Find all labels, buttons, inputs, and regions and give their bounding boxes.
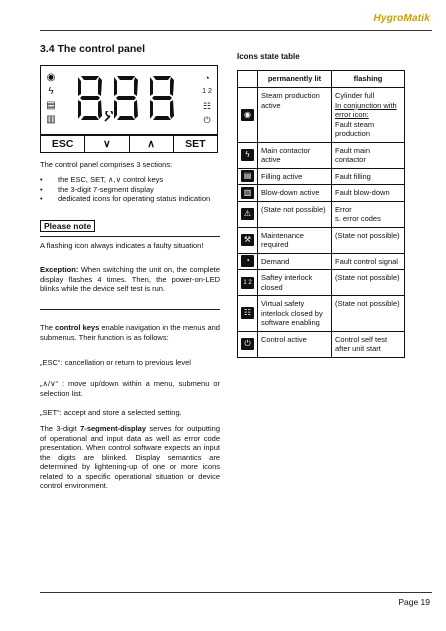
icon-cell [238, 88, 258, 143]
lightning-icon: ϟ [48, 86, 54, 97]
control-keys-term: control keys [55, 323, 100, 332]
icon-cell [238, 253, 258, 270]
list-item: • dedicated icons for operating status indication [40, 194, 220, 204]
updown-description: „∧/∨“ : move up/down within a menu, submenu or selection list. [40, 379, 220, 398]
power-icon: ⏻ [241, 338, 254, 350]
flash-cell [332, 88, 405, 143]
icon-cell [238, 331, 258, 357]
table-row [238, 253, 405, 270]
esc-key[interactable]: ESC [51, 138, 74, 150]
icon-cell [238, 185, 258, 202]
demand-gauge-icon: ◔ [241, 255, 254, 267]
icon-cell [238, 201, 258, 227]
flash-text: Cylinder full [335, 91, 375, 100]
exception-text: When switching the unit on, the complete display flashes 4 times. Then, the power-on-LED blinks while the device self test is run. [40, 265, 220, 293]
flash-cell: Fault blow-down [332, 185, 405, 202]
flashing-note-text: A flashing icon always indicates a faulty situation! [40, 241, 204, 250]
seven-segment-digit-1 [77, 75, 103, 121]
flash-cell: Fault main contactor [332, 142, 405, 168]
header-icon-cell [238, 71, 258, 88]
flash-underlined-text: In conjunction with error icon: [335, 100, 397, 119]
flash-text-2: s. error codes [335, 214, 381, 223]
table-title: Icons state table [237, 52, 300, 61]
control-panel-illustration [40, 65, 218, 153]
control-keys [41, 136, 217, 152]
exception-paragraph [40, 265, 220, 294]
table-row [238, 331, 405, 357]
lit-cell: Blow-down active [258, 185, 332, 202]
table-header-row [238, 71, 405, 88]
segment-display-paragraph [40, 424, 220, 491]
table-row [238, 185, 405, 202]
please-note-box: Please note [40, 220, 95, 232]
brand-logo: HygroMatik [373, 13, 430, 24]
lit-cell: Main contactor active [258, 142, 332, 168]
table-row [238, 227, 405, 253]
table-row [238, 142, 405, 168]
droplet-icon: ◉ [46, 72, 56, 83]
flash-cell [332, 201, 405, 227]
down-key[interactable]: ∨ [84, 136, 128, 152]
flash-cell: (State not possible) [332, 270, 405, 296]
header-flashing: flashing [332, 71, 405, 88]
table-row [238, 201, 405, 227]
header-permanently-lit: permanently lit [258, 71, 332, 88]
flash-cell: Control self test after unit start [332, 331, 405, 357]
text-span: serves for outputting of operational and input data as well as error code presentation. When control software expects an input the digits are blinked. Display semantics are determined by lightening-up of one or more icons related to a specific operational situation or device control environment. [40, 424, 220, 490]
note-rule [40, 236, 220, 237]
wrench-icon: ⚒ [241, 234, 254, 246]
flash-text: Error [335, 204, 352, 214]
table-row [238, 168, 405, 185]
icon-cell [238, 168, 258, 185]
icon-cell [238, 296, 258, 332]
network-icon: ☷ [202, 101, 212, 111]
flash-cell: (State not possible) [332, 296, 405, 332]
lit-cell: Virtual safety interlock closed by software enabling [258, 296, 332, 332]
page-header [0, 10, 446, 30]
set-description: „SET“: accept and store a selected setting. [40, 408, 182, 417]
safety-interlock-icon: 1 2 [202, 88, 212, 95]
flash-cell: Fault filling [332, 168, 405, 185]
lit-cell: Demand [258, 253, 332, 270]
list-item: • the 3-digit 7-segment display [40, 185, 220, 195]
table-row [238, 88, 405, 143]
filling-icon: ▤ [46, 100, 56, 111]
icon-cell [238, 270, 258, 296]
demand-gauge-icon: ◔ [204, 73, 210, 83]
icon-cell [238, 142, 258, 168]
seven-segment-digit-2 [113, 75, 139, 121]
power-icon: ⏻ [203, 115, 211, 125]
seven-segment-digit-3 [149, 75, 175, 121]
filling-icon: ▤ [241, 170, 254, 182]
lit-cell: (State not possible) [258, 201, 332, 227]
warning-icon: ⚠ [241, 208, 254, 220]
flash-cell: Fault control signal [332, 253, 405, 270]
wrench-icon [103, 111, 115, 123]
segment-display-term: 7-segment-display [80, 424, 147, 433]
network-icon: ☷ [241, 307, 254, 319]
header-rule [40, 30, 432, 31]
intro-text: The control panel comprises 3 sections: [40, 160, 173, 169]
footer-rule [40, 592, 432, 593]
sections-list [40, 175, 220, 204]
lit-cell: Filling active [258, 168, 332, 185]
page-number: Page 19 [398, 597, 430, 607]
safety-interlock-icon: 1 2 [241, 277, 254, 289]
text-span: enable navigation in the menus and submenus. Their function is as follows: [40, 323, 220, 342]
control-keys-paragraph [40, 323, 220, 342]
up-key[interactable]: ∧ [129, 136, 173, 152]
exception-label: Exception: [40, 265, 79, 274]
icon-cell [238, 227, 258, 253]
droplet-icon: ◉ [241, 109, 254, 121]
set-key[interactable]: SET [173, 136, 217, 152]
text-span: The [40, 323, 56, 332]
lit-cell: Saftey interlock closed [258, 270, 332, 296]
list-item: • the ESC, SET, ∧,∨ control keys [40, 175, 220, 185]
icons-state-table [237, 70, 405, 358]
section-rule [40, 309, 220, 310]
flash-text-2: Fault steam production [335, 119, 375, 138]
blowdown-icon: ▥ [46, 114, 56, 125]
lit-cell: Steam production active [258, 88, 332, 143]
lit-cell: Control active [258, 331, 332, 357]
table-row [238, 270, 405, 296]
blowdown-icon: ▥ [241, 187, 254, 199]
lit-cell: Maintenance required [258, 227, 332, 253]
text-span: The 3-digit [40, 424, 81, 433]
section-title: 3.4 The control panel [40, 43, 146, 55]
esc-description: „ESC“: cancellation or return to previous level [40, 358, 191, 367]
table-row [238, 296, 405, 332]
flash-cell: (State not possible) [332, 227, 405, 253]
lightning-icon: ϟ [241, 149, 254, 161]
